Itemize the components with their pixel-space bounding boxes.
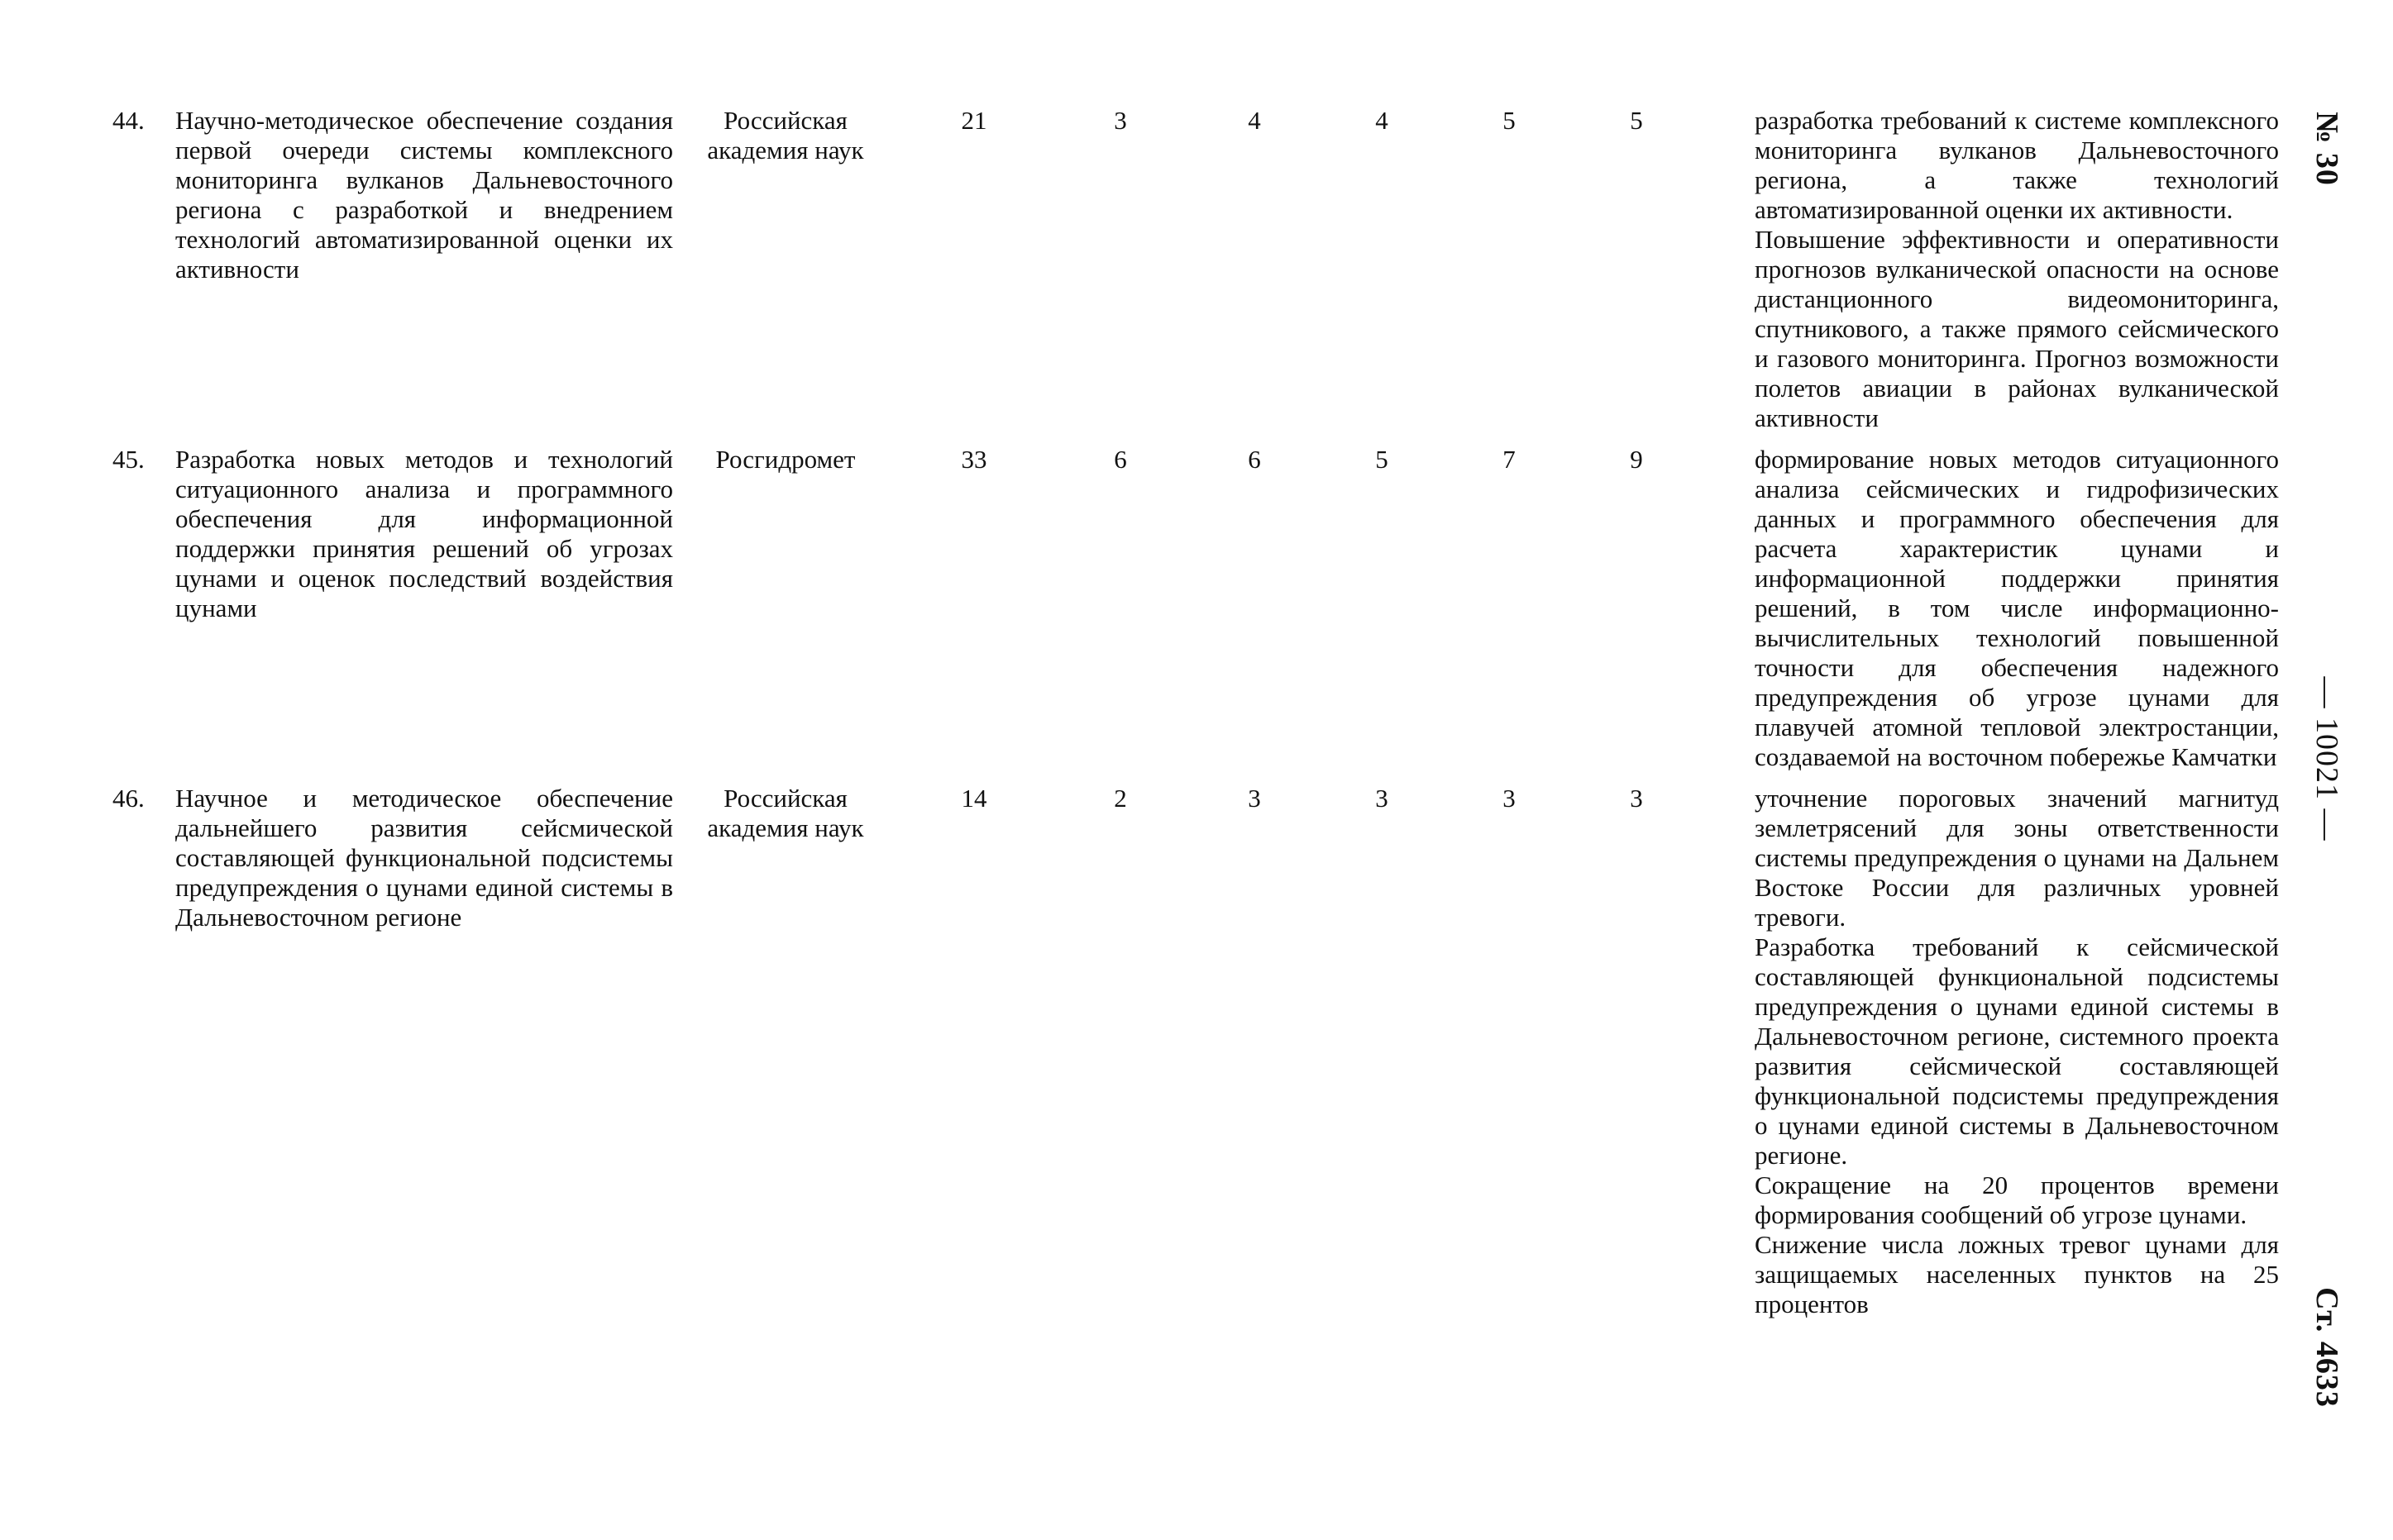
column-gap	[1700, 106, 1755, 445]
funding-year-4: 3	[1502, 784, 1516, 813]
funding-year-5: 9	[1630, 445, 1643, 474]
measure-title: Научное и методическое обеспечение дальнейшего развития сейсмической составляющей функциональной подсистемы предупреждения о цунами единой системы в Дальневосточном регионе	[175, 784, 673, 932]
funding-year-4: 7	[1502, 445, 1516, 474]
funding-year-1: 2	[1114, 784, 1127, 813]
measure-title: Научно-методическое обеспечение создания первой очереди системы комплексного мониторинга вулканов Дальневосточного региона с разработкой и внедрением технологий автоматизированной оценки их активности	[175, 106, 673, 284]
funding-year-2: 4	[1248, 106, 1261, 135]
funding-year-1: 3	[1114, 106, 1127, 135]
table-row	[112, 784, 2279, 1319]
funding-year-3: 3	[1375, 784, 1388, 813]
expected-result	[1755, 784, 2279, 1319]
executor: Росгидромет	[715, 445, 856, 474]
result-paragraph: формирование новых методов ситуационного анализа сейсмических и гидрофизических данных и программного обеспечения для расчета характеристик цунами и информационной поддержки принятия решений, в том числе информационно-вычислительных технологий повышенной точности для обеспечения надежного предупреждения об угрозе цунами для плавучей атомной тепловой электростанции, создаваемой на восточном побережье Камчатки	[1755, 445, 2279, 771]
result-paragraph: Разработка требований к сейсмической составляющей функциональной подсистемы предупреждения о цунами единой системы в Дальневосточном регионе, системного проекта развития сейсмической составляющей функциональной подсистемы предупреждения о цунами единой системы в Дальневосточном регионе.	[1755, 932, 2279, 1170]
expected-result	[1755, 106, 2279, 445]
funding-total: 33	[961, 445, 987, 474]
funding-year-2: 6	[1248, 445, 1261, 474]
executor: Российская академия наук	[707, 106, 864, 164]
result-paragraph: уточнение пороговых значений магнитуд землетрясений для зоны ответственности системы предупреждения о цунами на Дальнем Востоке России для различных уровней тревоги.	[1755, 784, 2279, 932]
funding-year-1: 6	[1114, 445, 1127, 474]
funding-year-2: 3	[1248, 784, 1261, 813]
result-paragraph: Сокращение на 20 процентов времени формирования сообщений об угрозе цунами.	[1755, 1170, 2279, 1229]
row-number: 44.	[112, 106, 145, 135]
column-gap	[1700, 784, 1755, 1319]
funding-year-3: 5	[1375, 445, 1388, 474]
issue-number: № 30	[2309, 112, 2344, 186]
expected-result	[1755, 445, 2279, 784]
funding-total: 14	[961, 784, 987, 813]
result-paragraph: разработка требований к системе комплексного мониторинга вулканов Дальневосточного региона, а также технологий автоматизированной оценки их активности.	[1755, 106, 2279, 224]
funding-year-4: 5	[1502, 106, 1516, 135]
funding-year-5: 5	[1630, 106, 1643, 135]
funding-year-5: 3	[1630, 784, 1643, 813]
executor: Российская академия наук	[707, 784, 864, 842]
page-number: Ст. 4633	[2309, 1287, 2344, 1408]
page-margin-header	[2261, 0, 2393, 1540]
result-paragraph: Повышение эффективности и оперативности прогнозов вулканической опасности на основе дистанционного видеомониторинга, спутникового, а также прямого сейсмического и газового мониторинга. Прогноз возможности полетов авиации в районах вулканической активности	[1755, 225, 2279, 432]
table-row	[112, 106, 2279, 445]
row-number: 45.	[112, 445, 145, 474]
result-paragraph: Снижение числа ложных тревог цунами для защищаемых населенных пунктов на 25 процентов	[1755, 1230, 2279, 1318]
measure-title: Разработка новых методов и технологий ситуационного анализа и программного обеспечения для информационной поддержки принятия решений об угрозах цунами и оценок последствий воздействия цунами	[175, 445, 673, 622]
row-number: 46.	[112, 784, 145, 813]
funding-total: 21	[961, 106, 987, 135]
funding-year-3: 4	[1375, 106, 1388, 135]
document-code: — 10021 —	[2309, 676, 2344, 842]
column-gap	[1700, 445, 1755, 784]
program-table	[112, 106, 2279, 1319]
table-row	[112, 445, 2279, 784]
